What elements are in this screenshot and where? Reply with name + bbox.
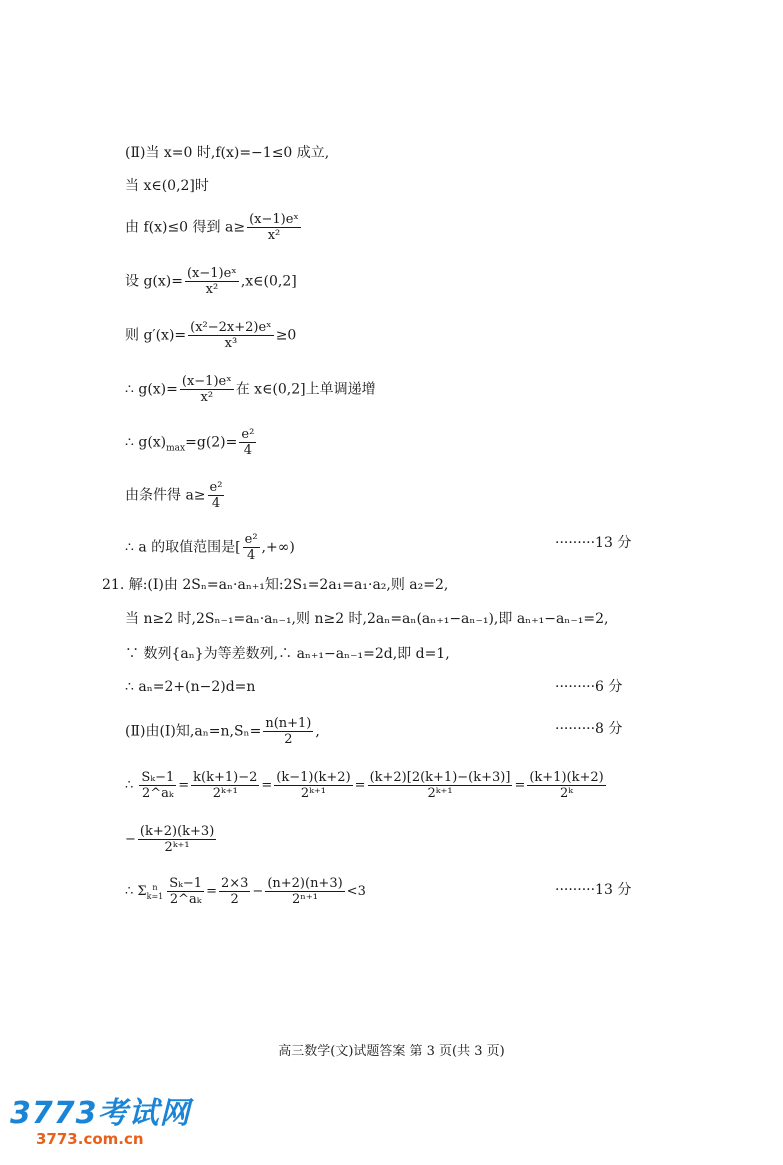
minus-sign: − bbox=[125, 832, 136, 847]
sum-sign: ∴ Σ bbox=[125, 884, 147, 899]
subscript: max bbox=[166, 443, 186, 454]
equation-line bbox=[125, 770, 608, 801]
text: (Ⅱ)由(Ⅰ)知,aₙ=n,Sₙ= bbox=[125, 723, 262, 740]
fraction bbox=[265, 876, 344, 907]
fraction bbox=[185, 266, 239, 297]
step-line bbox=[125, 532, 295, 563]
fraction bbox=[167, 876, 204, 907]
step-line: 当 x∈(0,2]时 bbox=[125, 178, 209, 194]
logo-sub-text: 3773.com.cn bbox=[36, 1130, 144, 1148]
numerator: (x−1)eˣ bbox=[181, 374, 232, 389]
score-mark: ·········8 分 bbox=[555, 721, 623, 737]
denominator: 2^aₖ bbox=[142, 786, 174, 801]
text: ,+∞) bbox=[261, 539, 295, 556]
numerator: e² bbox=[244, 532, 258, 547]
fraction bbox=[219, 876, 250, 907]
step-line bbox=[125, 320, 296, 351]
denominator: 2 bbox=[230, 892, 239, 907]
numerator: Sₖ−1 bbox=[169, 876, 203, 891]
equation-line bbox=[125, 824, 218, 855]
text: ,x∈(0,2] bbox=[240, 273, 297, 290]
fraction bbox=[239, 427, 256, 458]
numerator: (k+1)(k+2) bbox=[529, 770, 604, 785]
numerator: e² bbox=[241, 427, 255, 442]
step-line: 21. 解:(Ⅰ)由 2Sₙ=aₙ·aₙ₊₁知:2S₁=2a₁=a₁·a₂,则 a₂=2, bbox=[102, 577, 449, 593]
step-line bbox=[125, 480, 226, 511]
step-line bbox=[125, 716, 320, 747]
fraction bbox=[263, 716, 313, 747]
minus-sign: − bbox=[252, 884, 264, 899]
score-mark: ·········13 分 bbox=[555, 882, 632, 898]
denominator: 4 bbox=[243, 443, 252, 458]
numerator: n(n+1) bbox=[265, 716, 312, 731]
step-line bbox=[125, 266, 297, 297]
denominator: 2ᵏ⁺¹ bbox=[212, 786, 238, 801]
denominator: x² bbox=[200, 390, 214, 405]
denominator: 2^aₖ bbox=[169, 892, 202, 907]
sum-upper: n bbox=[152, 882, 158, 892]
fraction bbox=[247, 212, 301, 243]
fraction bbox=[191, 770, 259, 801]
denominator: 2ᵏ⁺¹ bbox=[300, 786, 327, 801]
text: ∴ a 的取值范围是[ bbox=[125, 539, 241, 556]
denominator: 2ⁿ⁺¹ bbox=[292, 892, 318, 907]
sum-limits bbox=[147, 883, 164, 901]
numerator: 2×3 bbox=[220, 876, 249, 891]
step-line bbox=[125, 212, 303, 243]
numerator: Sₖ−1 bbox=[141, 770, 175, 785]
numerator: (x−1)eˣ bbox=[186, 266, 237, 281]
text: 设 g(x)= bbox=[125, 273, 183, 290]
fraction bbox=[188, 320, 274, 351]
text: , bbox=[315, 723, 320, 740]
text: 在 x∈(0,2]上单调递增 bbox=[235, 381, 376, 398]
denominator: x² bbox=[267, 228, 281, 243]
step-line bbox=[125, 374, 376, 405]
equals-sign: = bbox=[354, 778, 366, 793]
fraction bbox=[208, 480, 225, 511]
denominator: x² bbox=[205, 282, 219, 297]
equation-line bbox=[125, 876, 366, 907]
text: =g(2)= bbox=[185, 434, 238, 451]
numerator: k(k+1)−2 bbox=[193, 770, 258, 785]
fraction bbox=[138, 824, 216, 855]
text: ∴ g(x)= bbox=[125, 381, 178, 398]
fraction bbox=[243, 532, 260, 563]
fraction bbox=[527, 770, 605, 801]
logo-main-text: 3773考试网 bbox=[10, 1096, 191, 1131]
equals-sign: = bbox=[261, 778, 273, 793]
numerator: e² bbox=[209, 480, 223, 495]
numerator: (k−1)(k+2) bbox=[276, 770, 351, 785]
denominator: 2ᵏ⁺¹ bbox=[164, 840, 190, 855]
text: 由条件得 a≥ bbox=[125, 487, 206, 504]
step-line: (Ⅱ)当 x=0 时,f(x)=−1≤0 成立, bbox=[125, 145, 330, 161]
numerator: (n+2)(n+3) bbox=[267, 876, 343, 891]
fraction bbox=[180, 374, 234, 405]
score-mark: ·········6 分 bbox=[555, 679, 623, 695]
text: ≥0 bbox=[275, 327, 297, 344]
step-line: ∴ aₙ=2+(n−2)d=n bbox=[125, 679, 256, 695]
score-mark: ·········13 分 bbox=[555, 535, 632, 551]
denominator: 4 bbox=[211, 496, 221, 511]
text: <3 bbox=[346, 884, 366, 899]
denominator: 2 bbox=[284, 732, 293, 747]
denominator: 2ᵏ bbox=[560, 786, 574, 801]
equals-sign: = bbox=[206, 884, 217, 899]
step-line: 当 n≥2 时,2Sₙ₋₁=aₙ·aₙ₋₁,则 n≥2 时,2aₙ=aₙ(aₙ₊₁−aₙ₋₁),即 aₙ₊₁−aₙ₋₁=2, bbox=[125, 611, 609, 627]
fraction bbox=[274, 770, 352, 801]
numerator: (k+2)[2(k+1)−(k+3)] bbox=[369, 770, 511, 785]
fraction bbox=[139, 770, 176, 801]
numerator: (x−1)eˣ bbox=[249, 212, 299, 227]
denominator: x³ bbox=[224, 336, 238, 351]
step-line bbox=[125, 427, 258, 458]
therefore-sign: ∴ bbox=[125, 778, 134, 793]
numerator: (k+2)(k+3) bbox=[139, 824, 215, 839]
site-logo bbox=[10, 1098, 191, 1148]
step-line: ∵ 数列{aₙ}为等差数列,∴ aₙ₊₁−aₙ₋₁=2d,即 d=1, bbox=[125, 646, 450, 662]
text: 则 g′(x)= bbox=[125, 327, 187, 344]
numerator: (x²−2x+2)eˣ bbox=[190, 320, 272, 335]
text: ∴ g(x) bbox=[125, 434, 167, 451]
fraction bbox=[368, 770, 513, 801]
text: 由 f(x)≤0 得到 a≥ bbox=[125, 219, 246, 236]
denominator: 4 bbox=[246, 548, 256, 563]
equals-sign: = bbox=[514, 778, 526, 793]
page-footer: 高三数学(文)试题答案 第 3 页(共 3 页) bbox=[278, 1044, 505, 1059]
denominator: 2ᵏ⁺¹ bbox=[427, 786, 453, 801]
equals-sign: = bbox=[178, 778, 190, 793]
sum-lower: k=1 bbox=[146, 891, 164, 901]
